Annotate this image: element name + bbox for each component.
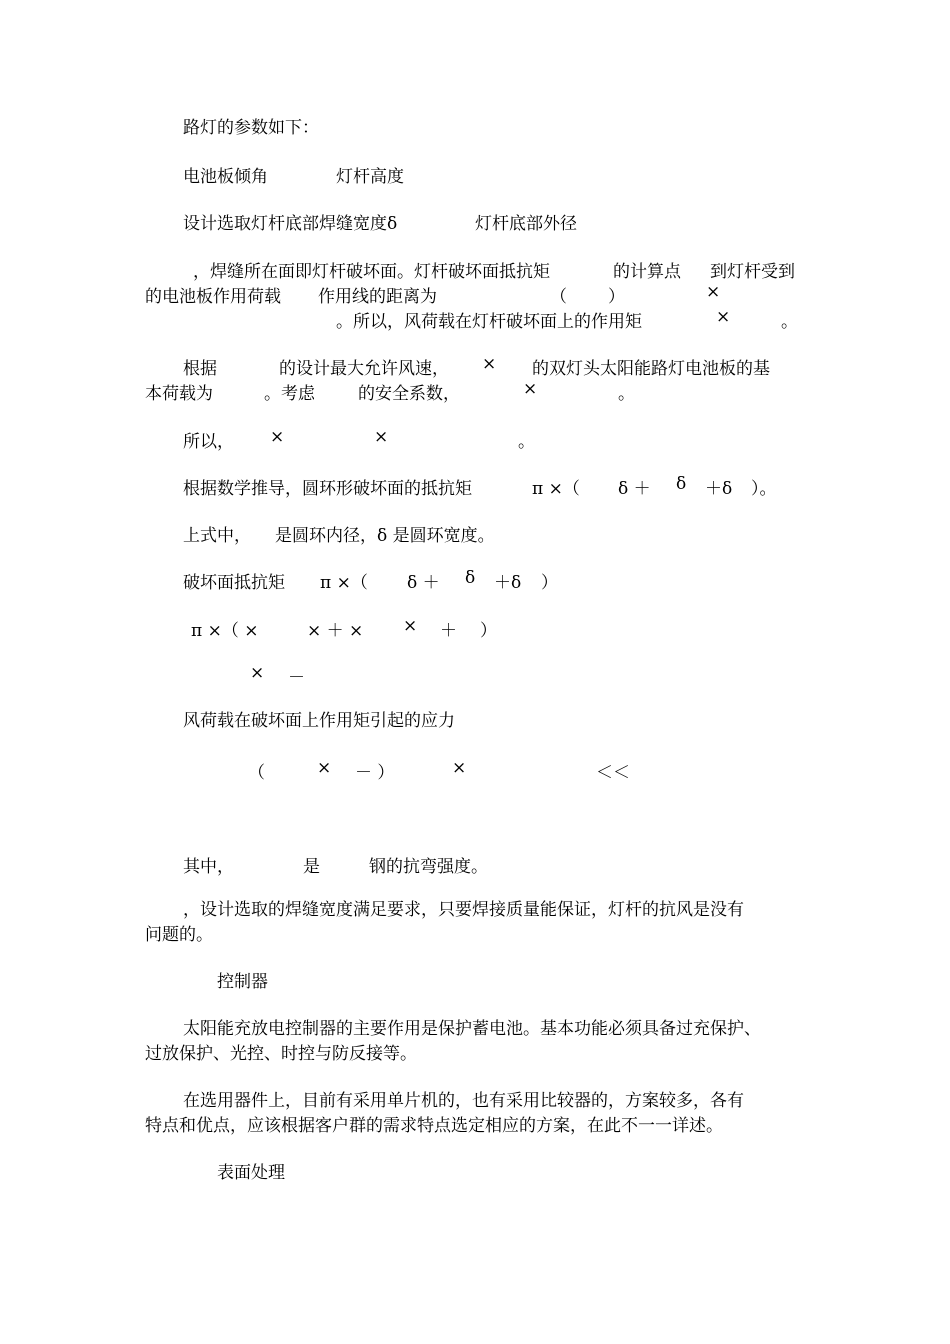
- text-fragment: π ×（ ×: [191, 621, 259, 641]
- section-heading: 表面处理: [217, 1163, 285, 1183]
- text-fragment: ＋δ: [494, 573, 522, 593]
- text-fragment: ＋δ: [705, 479, 733, 499]
- text-fragment: （: [550, 287, 567, 307]
- text-fragment: 作用线的距离为: [318, 287, 437, 307]
- text-fragment: ×: [317, 758, 332, 778]
- text-fragment: ×: [706, 282, 721, 302]
- text-fragment: 灯杆底部外径: [475, 214, 577, 234]
- section-heading: 控制器: [217, 972, 268, 992]
- text-fragment: ×: [523, 379, 538, 399]
- text-fragment: ，焊缝所在面即灯杆破坏面。灯杆破坏面抵抗矩: [193, 262, 550, 282]
- text-fragment: 是: [303, 857, 320, 877]
- text-line: 太阳能充放电控制器的主要作用是保护蓄电池。基本功能必须具备过充保护、: [183, 1019, 761, 1039]
- text-fragment: 。考虑: [264, 384, 315, 404]
- text-fragment: δ ＋: [618, 479, 651, 499]
- text-fragment: 根据: [183, 359, 217, 379]
- text-line: ，设计选取的焊缝宽度满足要求，只要焊接质量能保证，灯杆的抗风是没有: [183, 900, 744, 920]
- text-fragment: 灯杆高度: [336, 167, 404, 187]
- text-fragment: 到灯杆受到: [710, 262, 795, 282]
- text-fragment: －: [288, 668, 305, 688]
- text-line: 过放保护、光控、时控与防反接等。: [145, 1044, 417, 1064]
- text-fragment: × ＋ ×: [307, 621, 364, 641]
- text-fragment: 。: [781, 312, 798, 332]
- text-fragment: 本荷载为: [145, 384, 213, 404]
- text-fragment: 。: [518, 432, 535, 452]
- text-fragment: 破坏面抵抗矩: [183, 573, 285, 593]
- text-fragment: 电池板倾角: [183, 167, 268, 187]
- text-fragment: ×: [482, 354, 497, 374]
- text-line: 问题的。: [145, 925, 213, 945]
- text-fragment: 设计选取灯杆底部焊缝宽度δ: [183, 214, 398, 234]
- text-fragment: ）: [608, 287, 625, 307]
- text-fragment: π ×（: [532, 479, 580, 499]
- text-fragment: δ: [465, 568, 476, 588]
- text-fragment: ×: [270, 427, 285, 447]
- paragraph: 路灯的参数如下：: [183, 118, 319, 138]
- text-fragment: 是圆环内径，δ 是圆环宽度。: [275, 526, 495, 546]
- text-fragment: ＜＜: [596, 763, 630, 783]
- text-fragment: ）: [541, 573, 558, 593]
- text-fragment: ×: [716, 307, 731, 327]
- text-fragment: （: [248, 763, 265, 783]
- text-fragment: δ: [676, 474, 687, 494]
- text-fragment: ×: [403, 616, 418, 636]
- paragraph: 风荷载在破坏面上作用矩引起的应力: [183, 711, 455, 731]
- text-fragment: 。所以，风荷载在灯杆破坏面上的作用矩: [336, 312, 642, 332]
- text-fragment: δ ＋: [407, 573, 440, 593]
- text-line: 特点和优点，应该根据客户群的需求特点选定相应的方案，在此不一一详述。: [145, 1116, 723, 1136]
- text-fragment: 的双灯头太阳能路灯电池板的基: [532, 359, 770, 379]
- text-fragment: 其中，: [183, 857, 234, 877]
- text-fragment: 根据数学推导，圆环形破坏面的抵抗矩: [183, 479, 472, 499]
- text-fragment: ×: [452, 758, 467, 778]
- text-fragment: ）: [480, 621, 497, 641]
- text-fragment: 的安全系数，: [358, 384, 460, 404]
- text-line: 在选用器件上，目前有采用单片机的，也有采用比较器的，方案较多，各有: [183, 1091, 744, 1111]
- text-fragment: ＋: [440, 621, 457, 641]
- text-fragment: － ）: [355, 763, 395, 783]
- text-fragment: ×: [250, 663, 265, 683]
- text-fragment: 的计算点: [613, 262, 681, 282]
- text-fragment: 。: [618, 384, 635, 404]
- text-fragment: 的设计最大允许风速，: [279, 359, 449, 379]
- text-fragment: 上式中，: [183, 526, 251, 546]
- text-fragment: 所以，: [183, 432, 234, 452]
- text-fragment: ×: [374, 427, 389, 447]
- text-fragment: π ×（: [320, 573, 368, 593]
- text-fragment: ）。: [751, 479, 777, 499]
- text-fragment: 钢的抗弯强度。: [369, 857, 488, 877]
- text-fragment: 的电池板作用荷载: [145, 287, 281, 307]
